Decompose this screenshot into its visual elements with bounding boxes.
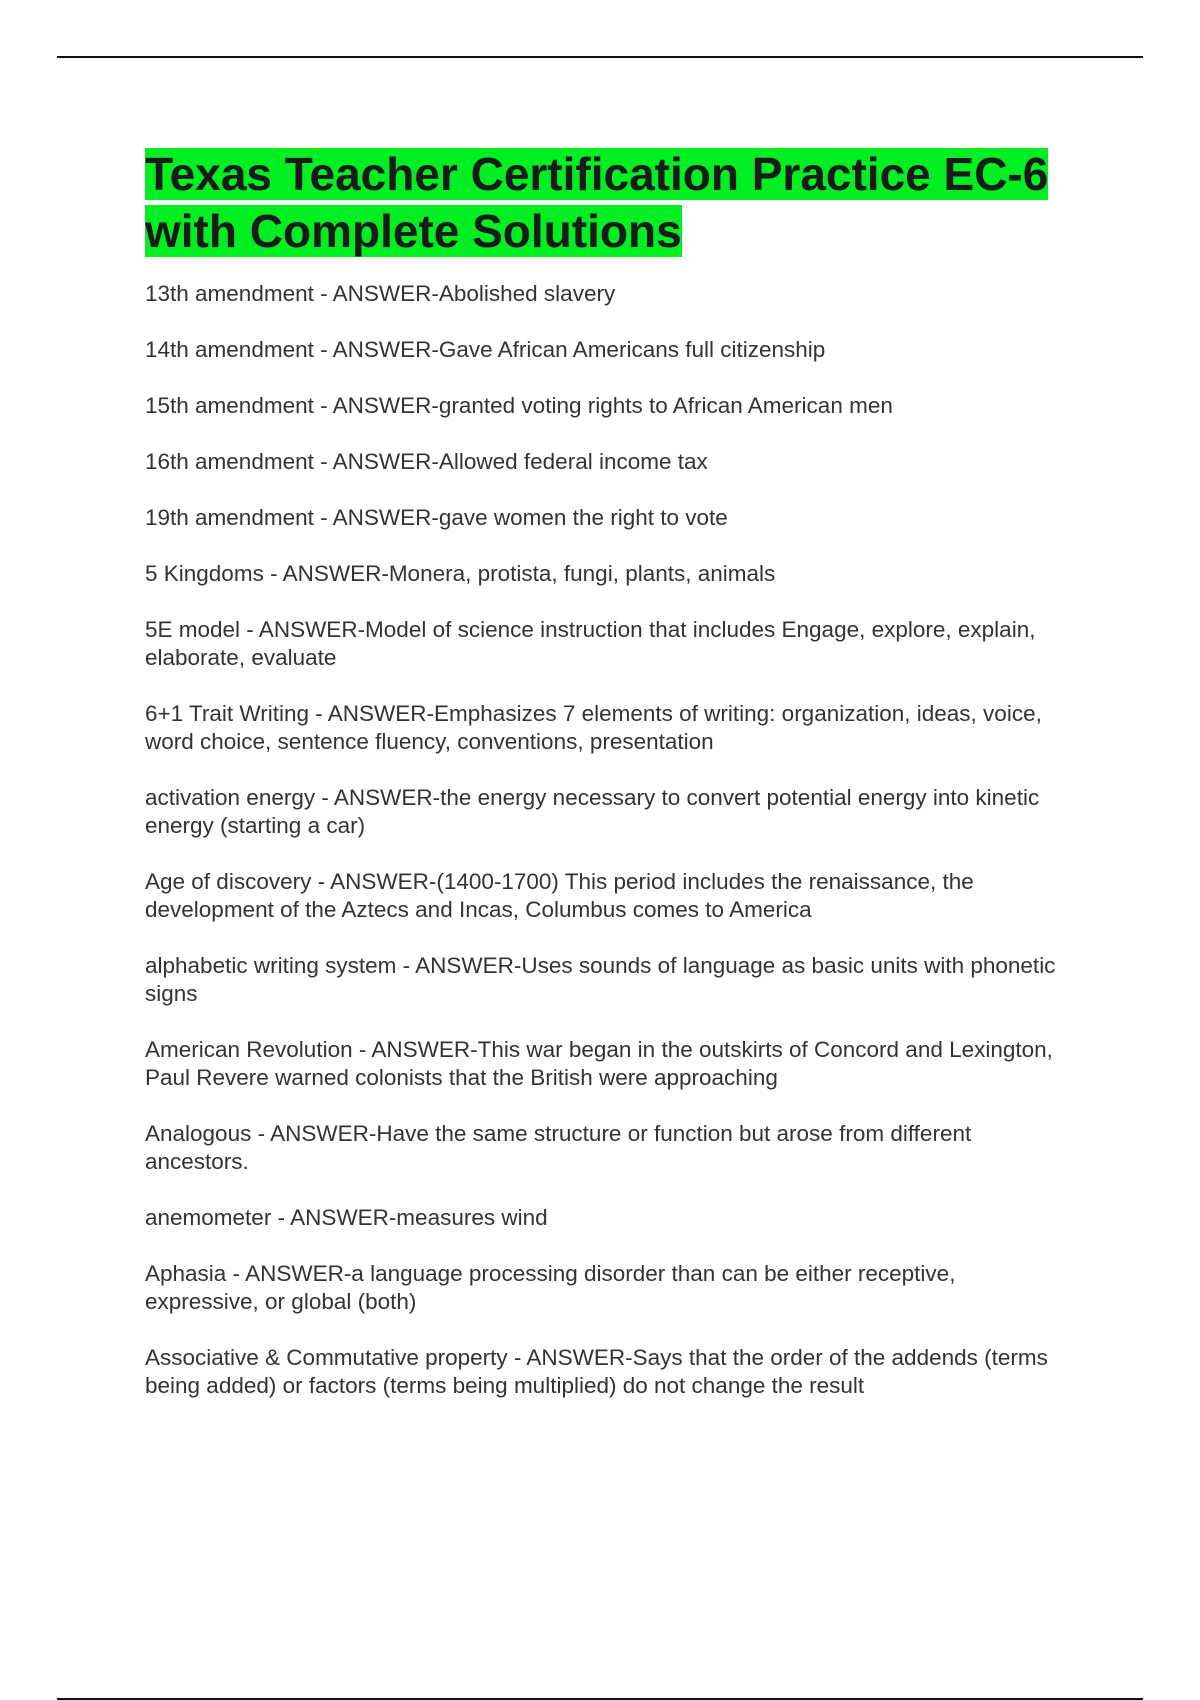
list-item: 5E model - ANSWER-Model of science instruction that includes Engage, explore, explain, elaborate, evaluate	[145, 617, 1036, 670]
list-item: 14th amendment - ANSWER-Gave African Americans full citizenship	[145, 337, 826, 362]
list-item: anemometer - ANSWER-measures wind	[145, 1205, 548, 1230]
list-item: 6+1 Trait Writing - ANSWER-Emphasizes 7 elements of writing: organization, ideas, voice, word choice, sentence fluency, conventions, presentation	[145, 701, 1042, 754]
list-item: American Revolution - ANSWER-This war began in the outskirts of Concord and Lexington, Paul Revere warned colonists that the British were approaching	[145, 1037, 1053, 1090]
list-item: 5 Kingdoms - ANSWER-Monera, protista, fungi, plants, animals	[145, 561, 776, 586]
list-item: Analogous - ANSWER-Have the same structure or function but arose from different ancestors.	[145, 1121, 972, 1174]
list-item: alphabetic writing system - ANSWER-Uses sounds of language as basic units with phonetic signs	[145, 953, 1056, 1006]
list-item: 15th amendment - ANSWER-granted voting rights to African American men	[145, 393, 893, 418]
document-title-text: Texas Teacher Certification Practice EC-6 with Complete Solutions	[145, 148, 1049, 257]
list-item: 13th amendment - ANSWER-Abolished slavery	[145, 281, 616, 306]
document-body	[145, 146, 1070, 1428]
list-item: Associative & Commutative property - ANSWER-Says that the order of the addends (terms being added) or factors (terms being multiplied) do not change the result	[145, 1345, 1048, 1398]
list-item: Age of discovery - ANSWER-(1400-1700) This period includes the renaissance, the development of the Aztecs and Incas, Columbus comes to America	[145, 869, 974, 922]
document-title	[145, 146, 1070, 260]
list-item: activation energy - ANSWER-the energy necessary to convert potential energy into kinetic energy (starting a car)	[145, 785, 1040, 838]
list-item: 16th amendment - ANSWER-Allowed federal income tax	[145, 449, 708, 474]
list-item: 19th amendment - ANSWER-gave women the right to vote	[145, 505, 728, 530]
list-item: Aphasia - ANSWER-a language processing disorder than can be either receptive, expressive, or global (both)	[145, 1261, 956, 1314]
entry-list	[145, 280, 1070, 1400]
top-rule	[57, 56, 1143, 58]
